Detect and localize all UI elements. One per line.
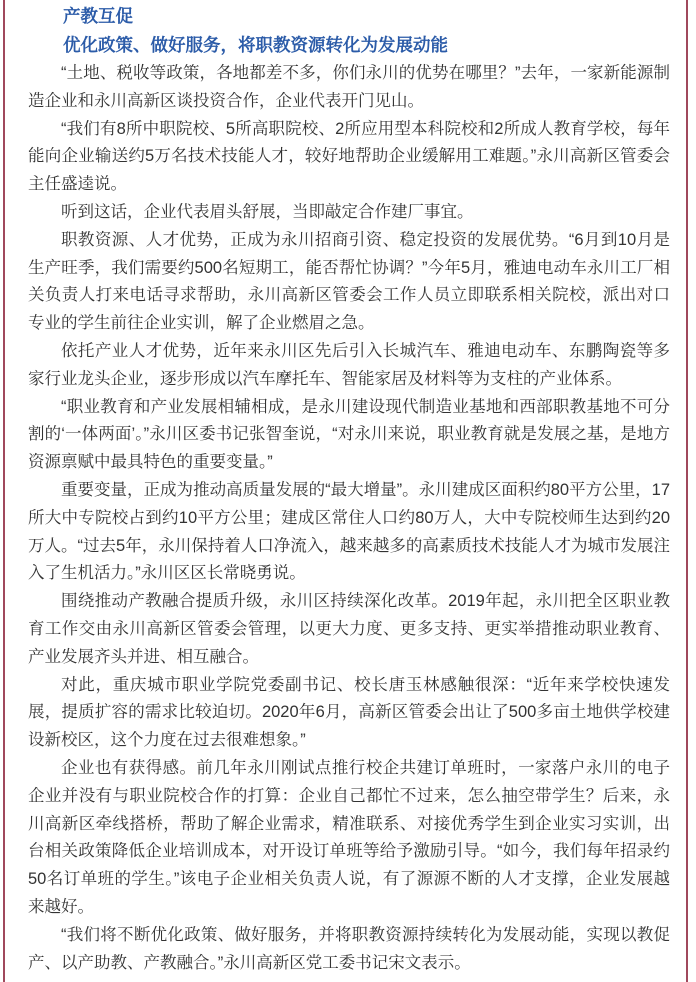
article-paragraph: 重要变量，正成为推动高质量发展的“最大增量”。永川建成区面积约80平方公里，17所大中专院校占到约10平方公里；建成区常住人口约80万人，大中专院校师生达到约20万人。“过去5年，永川保持着人口净流入，越来越多的高素质技术技能人才为城市发展注入了生机活力。”永川区区长常晓勇说。 [28,480,670,583]
article-paragraph: “我们将不断优化政策、做好服务，并将职教资源持续转化为发展动能，实现以教促产、以产助教、产教融合。”永川高新区党工委书记宋文表示。 [28,925,670,972]
article-paragraph: 企业也有获得感。前几年永川刚试点推行校企共建订单班时，一家落户永川的电子企业并没有与职业院校合作的打算：企业自己都忙不过来，怎么抽空带学生？后来，永川高新区牵线搭桥，帮助了解企业需求，精准联系、对接优秀学生到企业实习实训，出台相关政策降低企业培训成本，对开设订单班等给予激励引导。“如今，我们每年招录约50名订单班的学生。”该电子企业相关负责人说，有了源源不断的人才支撑，企业发展越来越好。 [28,758,670,916]
article-paragraph: 对此，重庆城市职业学院党委副书记、校长唐玉林感触很深：“近年来学校快速发展，提质扩容的需求比较迫切。2020年6月，高新区管委会出让了500多亩土地供学校建设新校区，这个力度在过去很难想象。” [28,675,670,750]
article-paragraph: “我们有8所中职院校、5所高职院校、2所应用型本科院校和2所成人教育学校，每年能向企业输送约5万名技术技能人才，较好地帮助企业缓解用工难题。”永川高新区管委会主任盛逵说。 [28,119,670,194]
article-paragraph: “土地、税收等政策，各地都差不多，你们永川的优势在哪里？”去年，一家新能源制造企业和永川高新区谈投资合作，企业代表开门见山。 [28,64,670,110]
article-paragraphs [28,60,670,977]
article-paragraph: 职教资源、人才优势，正成为永川招商引资、稳定投资的发展优势。“6月到10月是生产旺季，我们需要约500名短期工，能否帮忙协调？”今年5月，雅迪电动车永川工厂相关负责人打来电话寻求帮助，永川高新区管委会工作人员立即联系相关院校，派出对口专业的学生前往企业实训，解了企业燃眉之急。 [28,230,670,333]
article-body [28,2,670,977]
article-paragraph: 围绕推动产教融合提质升级，永川区持续深化改革。2019年起，永川把全区职业教育工作交由永川高新区管委会管理，以更大力度、更多支持、更实举措推动职业教育、产业发展齐头并进、相互融合。 [28,592,670,666]
article-title: 优化政策、做好服务，将职教资源转化为发展动能 [63,35,448,55]
article-paragraph: 依托产业人才优势，近年来永川区先后引入长城汽车、雅迪电动车、东鹏陶瓷等多家行业龙头企业，逐步形成以汽车摩托车、智能家居及材料等为支柱的产业体系。 [28,341,670,388]
article-paragraph: “职业教育和产业发展相辅相成，是永川建设现代制造业基地和西部职教基地不可分割的‘一体两面’。”永川区委书记张智奎说，“对永川来说，职业教育就是发展之基，是地方资源禀赋中最具特色的重要变量。” [28,397,670,472]
article-kicker: 产教互促 [63,6,133,26]
right-border-line [686,0,688,982]
left-border-line [3,0,5,982]
article-paragraph: 听到这话，企业代表眉头舒展，当即敲定合作建厂事宜。 [61,202,474,221]
